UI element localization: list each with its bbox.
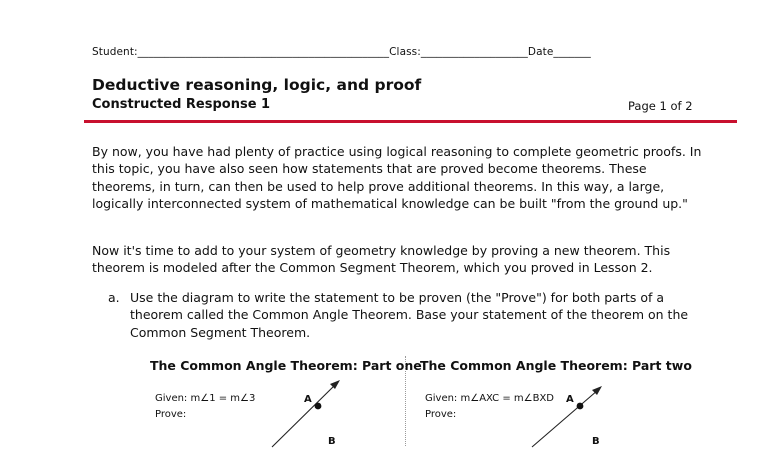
label-b: B — [592, 436, 600, 447]
student-class-date-line: Student:_______________________________________________Class:____________________Date_______ — [92, 46, 591, 58]
label-b: B — [328, 436, 336, 447]
point-a — [577, 403, 584, 410]
figure-part-one-diagram — [142, 352, 400, 452]
intro-paragraph: By now, you have had plenty of practice using logical reasoning to complete geometric proofs. In this topic, you have also seen how statements that are proved become theorems. These theorems, in turn, can then be used to help prove additional theorems. In this way, a large, logically interconnected system of mathematical knowledge can be built "from the ground up." — [92, 144, 702, 212]
figure-part-two — [412, 352, 692, 452]
label-a: A — [304, 394, 312, 405]
question-a-text: Use the diagram to write the statement to be proven (the "Prove") for both parts of a theorem called the Common Angle Theorem. Base your statement of the theorem on the Common Segment Theorem. — [130, 290, 689, 340]
figure-part-two-title: The Common Angle Theorem: Part two — [420, 358, 692, 373]
figure-part-one-given: Given: m∠1 = m∠3 — [155, 393, 256, 404]
figure-part-two-given: Given: m∠AXC = m∠BXD — [425, 393, 554, 404]
label-a: A — [566, 394, 574, 405]
ray-a-arrowhead — [330, 380, 340, 389]
figure-part-one-title: The Common Angle Theorem: Part one — [150, 358, 422, 373]
theorem-paragraph: Now it's time to add to your system of geometry knowledge by proving a new theorem. This theorem is modeled after the Common Segment Theorem, which you proved in Lesson 2. — [92, 243, 671, 276]
page-subtitle: Constructed Response 1 — [92, 97, 271, 112]
figure-divider — [405, 356, 406, 446]
figure-part-two-prove: Prove: — [425, 409, 457, 420]
figure-part-one-prove: Prove: — [155, 409, 187, 420]
figure-part-one — [142, 352, 422, 452]
point-a — [315, 403, 322, 410]
header-divider — [84, 120, 737, 123]
page-title: Deductive reasoning, logic, and proof — [92, 76, 422, 94]
figure-part-two-diagram — [412, 352, 672, 452]
page-number: Page 1 of 2 — [628, 99, 693, 113]
ray-a-line — [532, 390, 598, 447]
question-a-marker: a. — [108, 290, 120, 305]
